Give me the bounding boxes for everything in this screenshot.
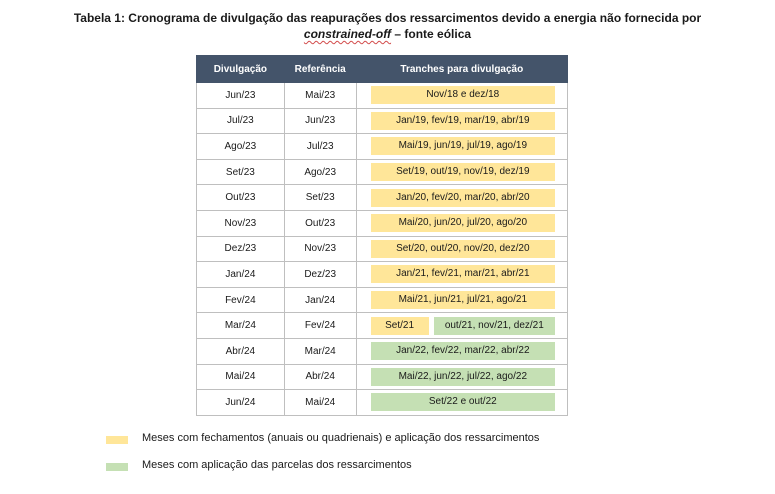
tranche-group xyxy=(357,393,567,411)
cell-referencia: Jun/23 xyxy=(284,108,356,134)
legend-text-green: Meses com aplicação das parcelas dos ressarcimentos xyxy=(142,459,412,471)
table-row xyxy=(197,108,568,134)
cell-referencia: Jan/24 xyxy=(284,287,356,313)
cell-referencia: Fev/24 xyxy=(284,313,356,339)
tranche-group xyxy=(357,240,567,258)
cell-tranches xyxy=(356,210,567,236)
tranche-chip-yellow: Jan/19, fev/19, mar/19, abr/19 xyxy=(371,112,555,130)
caption-line-2 xyxy=(60,26,715,42)
table-row xyxy=(197,313,568,339)
cell-divulgacao: Mar/24 xyxy=(197,313,285,339)
tranche-chip-yellow: Set/21 xyxy=(371,317,429,335)
tranche-chip-green: Jan/22, fev/22, mar/22, abr/22 xyxy=(371,342,555,360)
table-row xyxy=(197,338,568,364)
cell-tranches xyxy=(356,390,567,416)
tranche-chip-yellow: Mai/21, jun/21, jul/21, ago/21 xyxy=(371,291,555,309)
table-row xyxy=(197,287,568,313)
cell-referencia: Mar/24 xyxy=(284,338,356,364)
cell-tranches xyxy=(356,287,567,313)
table-row xyxy=(197,390,568,416)
cell-tranches xyxy=(356,185,567,211)
tranche-group xyxy=(357,189,567,207)
schedule-table xyxy=(196,55,568,416)
cell-tranches xyxy=(356,159,567,185)
cell-tranches xyxy=(356,83,567,109)
tranche-group xyxy=(357,317,567,335)
tranche-group xyxy=(357,265,567,283)
tranche-chip-yellow: Jan/21, fev/21, mar/21, abr/21 xyxy=(371,265,555,283)
cell-referencia: Jul/23 xyxy=(284,134,356,160)
cell-divulgacao: Mai/24 xyxy=(197,364,285,390)
cell-referencia: Abr/24 xyxy=(284,364,356,390)
cell-divulgacao: Jun/24 xyxy=(197,390,285,416)
caption-line-1: Tabela 1: Cronograma de divulgação das reapurações dos ressarcimentos devido a energia não fornecida por xyxy=(73,11,702,25)
tranche-chip-green: Mai/22, jun/22, jul/22, ago/22 xyxy=(371,368,555,386)
tranche-group xyxy=(357,112,567,130)
tranche-chip-yellow: Set/19, out/19, nov/19, dez/19 xyxy=(371,163,555,181)
cell-divulgacao: Set/23 xyxy=(197,159,285,185)
cell-referencia: Ago/23 xyxy=(284,159,356,185)
cell-divulgacao: Jun/23 xyxy=(197,83,285,109)
table-body xyxy=(197,83,568,416)
cell-tranches xyxy=(356,134,567,160)
cell-tranches xyxy=(356,313,567,339)
tranche-group xyxy=(357,368,567,386)
cell-divulgacao: Jan/24 xyxy=(197,262,285,288)
table-row xyxy=(197,159,568,185)
tranche-group xyxy=(357,342,567,360)
table-row xyxy=(197,83,568,109)
cell-divulgacao: Nov/23 xyxy=(197,210,285,236)
tranche-group xyxy=(357,291,567,309)
cell-referencia: Dez/23 xyxy=(284,262,356,288)
cell-divulgacao: Out/23 xyxy=(197,185,285,211)
table-row xyxy=(197,364,568,390)
cell-tranches xyxy=(356,236,567,262)
cell-referencia: Out/23 xyxy=(284,210,356,236)
table-row xyxy=(197,210,568,236)
tranche-chip-yellow: Set/20, out/20, nov/20, dez/20 xyxy=(371,240,555,258)
tranche-group xyxy=(357,163,567,181)
legend-text-yellow: Meses com fechamentos (anuais ou quadrienais) e aplicação dos ressarcimentos xyxy=(142,432,540,444)
tranche-chip-yellow: Mai/19, jun/19, jul/19, ago/19 xyxy=(371,137,555,155)
cell-tranches xyxy=(356,262,567,288)
header-tranches: Tranches para divulgação xyxy=(356,56,567,83)
tranche-chip-yellow: Nov/18 e dez/18 xyxy=(371,86,555,104)
cell-divulgacao: Dez/23 xyxy=(197,236,285,262)
cell-divulgacao: Fev/24 xyxy=(197,287,285,313)
caption-line-2-rest: – fonte eólica xyxy=(391,27,472,41)
cell-referencia: Nov/23 xyxy=(284,236,356,262)
legend-swatch-yellow xyxy=(106,436,128,444)
header-divulgacao: Divulgação xyxy=(197,56,285,83)
tranche-chip-green: Set/22 e out/22 xyxy=(371,393,555,411)
table-row xyxy=(197,134,568,160)
tranche-chip-yellow: Jan/20, fev/20, mar/20, abr/20 xyxy=(371,189,555,207)
tranche-chip-yellow: Mai/20, jun/20, jul/20, ago/20 xyxy=(371,214,555,232)
header-referencia: Referência xyxy=(284,56,356,83)
cell-divulgacao: Ago/23 xyxy=(197,134,285,160)
header-row xyxy=(197,56,568,83)
cell-referencia: Mai/24 xyxy=(284,390,356,416)
table-row xyxy=(197,185,568,211)
tranche-chip-green: out/21, nov/21, dez/21 xyxy=(434,317,555,335)
caption-italic-term: constrained-off xyxy=(303,27,392,41)
cell-referencia: Mai/23 xyxy=(284,83,356,109)
cell-tranches xyxy=(356,364,567,390)
cell-divulgacao: Abr/24 xyxy=(197,338,285,364)
cell-tranches xyxy=(356,108,567,134)
cell-tranches xyxy=(356,338,567,364)
tranche-group xyxy=(357,137,567,155)
table-row xyxy=(197,262,568,288)
table-caption xyxy=(60,10,715,42)
tranche-group xyxy=(357,86,567,104)
table-row xyxy=(197,236,568,262)
tranche-group xyxy=(357,214,567,232)
cell-divulgacao: Jul/23 xyxy=(197,108,285,134)
legend-swatch-green xyxy=(106,463,128,471)
cell-referencia: Set/23 xyxy=(284,185,356,211)
